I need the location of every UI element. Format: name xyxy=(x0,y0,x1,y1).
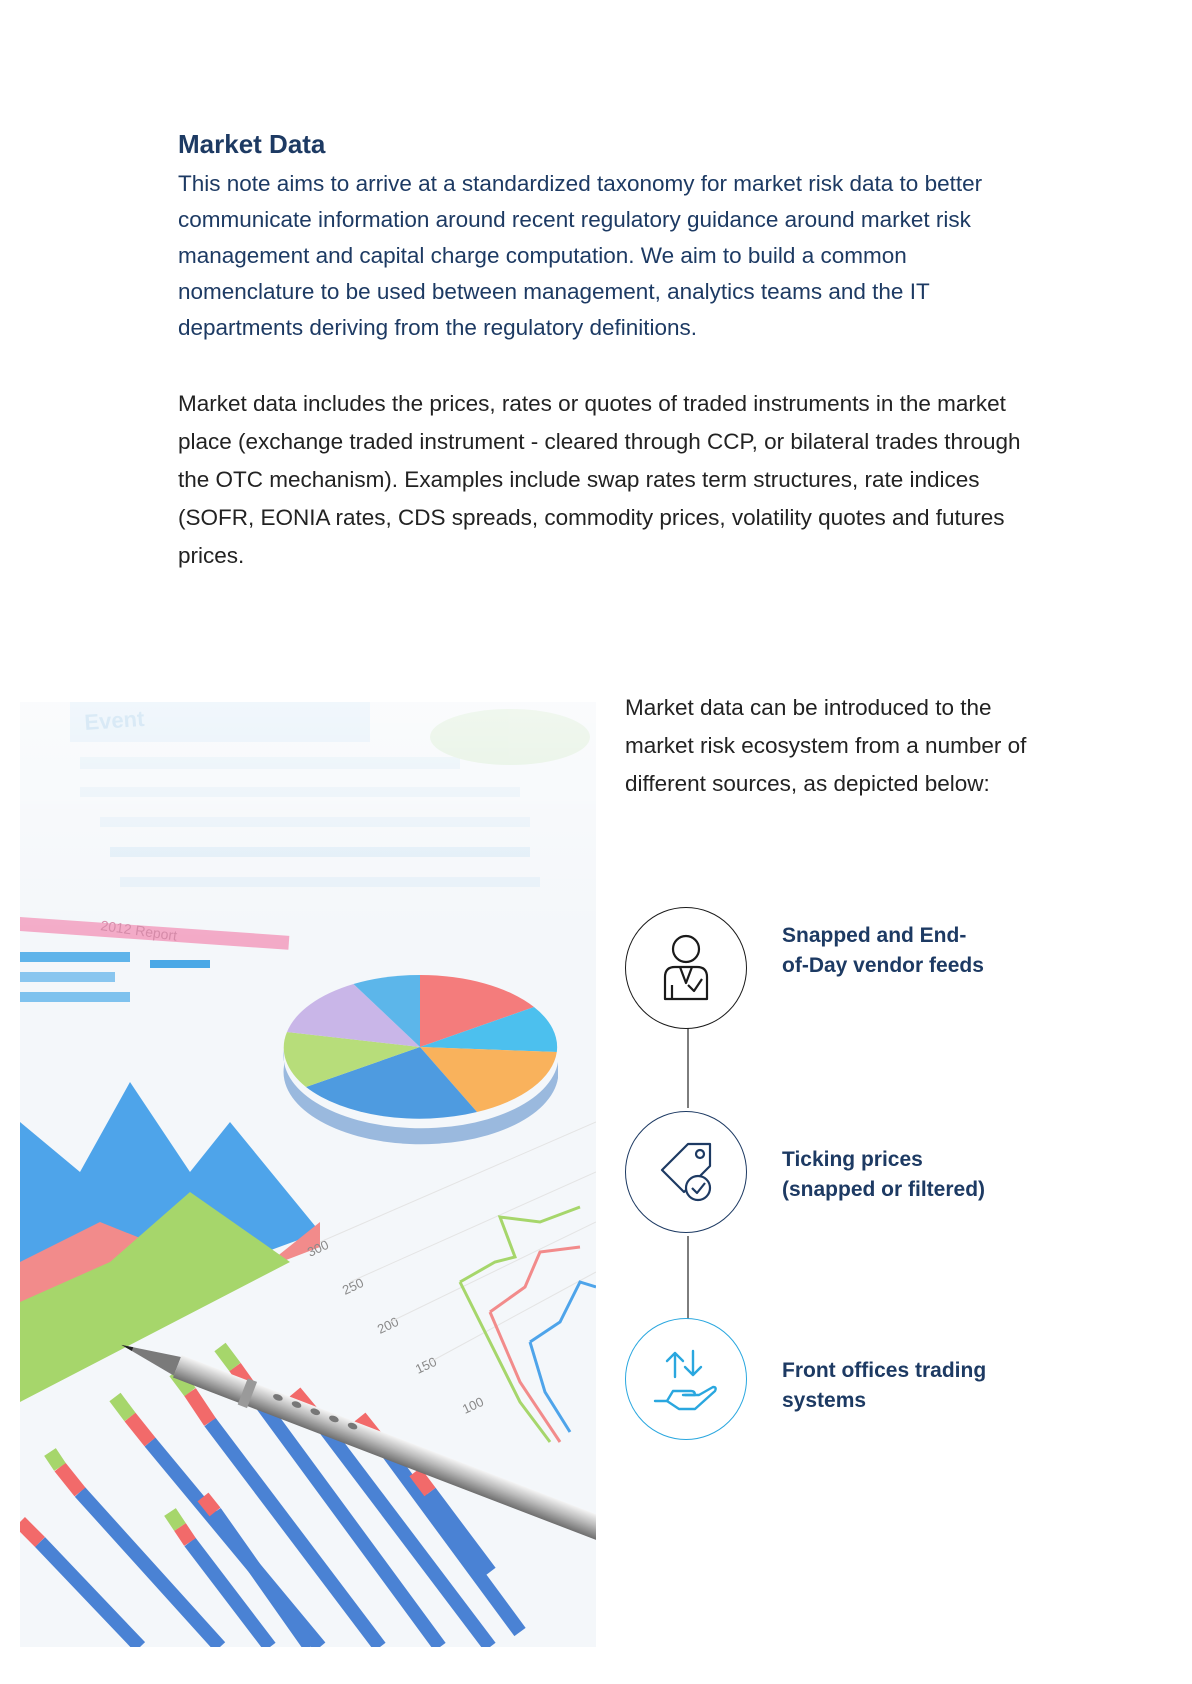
price-tag-check-icon xyxy=(654,1140,718,1204)
hand-exchange-icon xyxy=(653,1347,719,1411)
intro-paragraph: This note aims to arrive at a standardized taxonomy for market risk data to better communicate information around recent regulatory guidance around market risk management and capital charge computation. We aim to build a common nomenclature to be used between management, analytics teams and the IT departments deriving from the regulatory definitions. xyxy=(178,171,983,340)
source-icon-circle-vendor xyxy=(625,907,747,1029)
market-data-paragraph: Market data includes the prices, rates or quotes of traded instruments in the market place (exchange traded instrument - cleared through CCP, or bilateral trades through the OTC mechanism). Examples include swap rates term structures, rate indices (SOFR, EONIA rates, CDS spreads, commodity prices, volatility quotes and futures prices. xyxy=(178,391,1021,568)
flow-connector xyxy=(687,1236,689,1320)
flow-connector xyxy=(687,1028,689,1108)
vendor-person-icon xyxy=(661,933,711,1003)
page-title: Market Data xyxy=(178,129,326,159)
sources-intro-text: Market data can be introduced to the market risk ecosystem from a number of different sources, as depicted below: xyxy=(625,695,1027,796)
source-label-vendor-feeds: Snapped and End-of-Day vendor feeds xyxy=(782,924,984,977)
financial-charts-photo xyxy=(20,702,596,1647)
source-label-front-office: Front offices trading systems xyxy=(782,1359,987,1412)
source-icon-circle-ticking xyxy=(625,1111,747,1233)
source-label-ticking-prices: Ticking prices (snapped or filtered) xyxy=(782,1148,986,1201)
source-icon-circle-front-office xyxy=(625,1318,747,1440)
